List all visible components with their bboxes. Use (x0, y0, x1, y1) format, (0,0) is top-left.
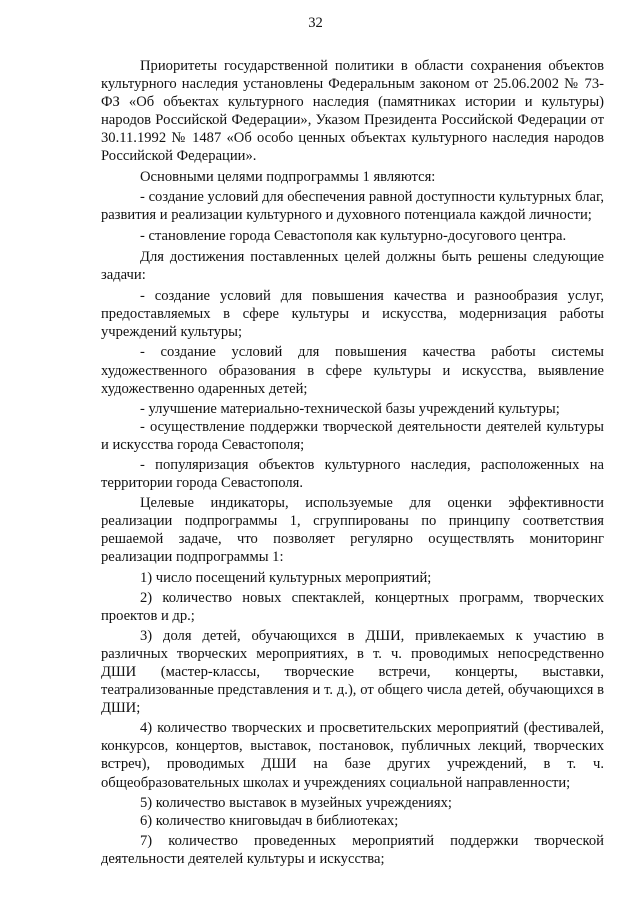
document-body (101, 57, 604, 868)
list-item-goal-2: - становление города Севастополя как культурно-досугового центра. (140, 227, 567, 244)
list-item-task-5: - популяризация объектов культурного наследия, расположенных на территории города Севастополя. (101, 456, 604, 492)
list-item-indicator-3: 3) доля детей, обучающихся в ДШИ, привлекаемых к участию в различных творческих мероприятиях, в т. ч. проводимых непосредственно ДШИ (мастер-классы, творческие встречи, концерты, выставки, театрализованные представления и т. д.), от общего числа детей, обучающихся в ДШИ; (101, 627, 604, 717)
list-item-indicator-4: 4) количество творческих и просветительских мероприятий (фестивалей, конкурсов, концертов, выставок, постановок, публичных лекций, творческих встреч), проводимых ДШИ на базе других учреждений, в т. ч. общеобразовательных школах и учреждениях социальной направленности; (101, 720, 604, 791)
list-item-indicator-6: 6) количество книговыдач в библиотеках; (140, 812, 399, 829)
paragraph-indicators-intro: Целевые индикаторы, используемые для оценки эффективности реализации подпрограммы 1, сгруппированы по принципу соответствия решаемой задаче, что позволяет регулярно осуществлять мониторинг реализации подпрограммы 1: (101, 495, 604, 566)
list-item-indicator-2: 2) количество новых спектаклей, концертных программ, творческих проектов и др.; (101, 589, 604, 624)
page-number: 32 (308, 15, 323, 31)
list-item-indicator-1: 1) число посещений культурных мероприятий; (140, 569, 432, 586)
list-item-task-4: - осуществление поддержки творческой деятельности деятелей культуры и искусства города Севастополя; (101, 418, 604, 453)
list-item-goal-1: - создание условий для обеспечения равной доступности культурных благ, развития и реализации культурного и духовного потенциала каждой личности; (101, 188, 604, 223)
paragraph-tasks-intro: Для достижения поставленных целей должны быть решены следующие задачи: (101, 248, 604, 284)
list-item-indicator-7: 7) количество проведенных мероприятий поддержки творческой деятельности деятелей культуры и искусства; (101, 832, 604, 867)
list-item-indicator-5: 5) количество выставок в музейных учреждениях; (140, 794, 452, 811)
paragraph-heritage-priorities: Приоритеты государственной политики в области сохранения объектов культурного наследия установлены Федеральным законом от 25.06.2002 № 73-ФЗ «Об объектах культурного наследия (памятниках истории и культуры) народов Российской Федерации», Указом Президента Российской Федерации от 30.11.1992 № 1487 «Об особо ценных объектах культурного наследия народов Российской Федерации». (101, 58, 604, 165)
list-item-task-1: - создание условий для повышения качества и разнообразия услуг, предоставляемых в сфере культуры и искусства, модернизация работы учреждений культуры; (101, 288, 604, 341)
list-item-task-2: - создание условий для повышения качества работы системы художественного образования в сфере культуры и искусства, выявление художественно одаренных детей; (101, 344, 604, 397)
list-item-task-3: - улучшение материально-технической базы учреждений культуры; (140, 400, 560, 417)
paragraph-goals-intro: Основными целями подпрограммы 1 являются: (140, 168, 436, 185)
